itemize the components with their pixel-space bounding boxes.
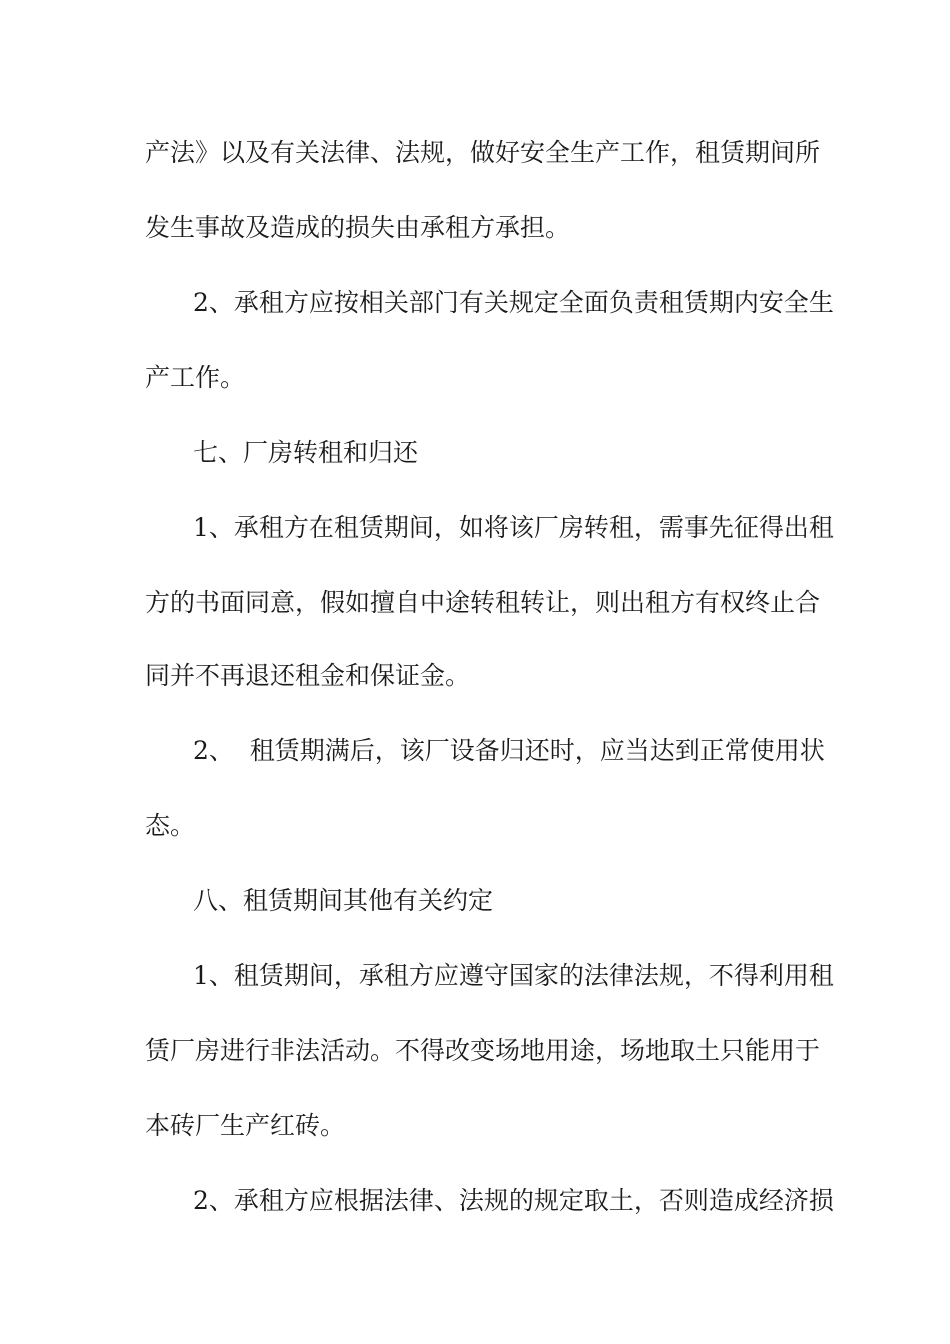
text-line: 本砖厂生产红砖。	[145, 1111, 346, 1140]
text-line: 1、承租方在租赁期间，如将该厂房转租，需事先征得出租	[193, 513, 834, 542]
text-line: 方的书面同意，假如擅自中途转租转让，则出租方有权终止合	[145, 588, 821, 617]
text-line: 2、承租方应按相关部门有关规定全面负责租赁期内安全生	[193, 288, 834, 317]
section-heading: 七、厂房转租和归还	[193, 438, 419, 467]
text-line: 发生事故及造成的损失由承租方承担。	[145, 213, 571, 242]
text-line: 2、 租赁期满后，该厂设备归还时，应当达到正常使用状	[193, 736, 825, 765]
text-line: 赁厂房进行非法活动。不得改变场地用途，场地取土只能用于	[145, 1036, 821, 1065]
text-line: 同并不再退还租金和保证金。	[145, 661, 471, 690]
text-line: 2、承租方应根据法律、法规的规定取土，否则造成经济损	[193, 1186, 834, 1215]
text-line: 态。	[145, 811, 196, 840]
section-heading: 八、租赁期间其他有关约定	[193, 886, 494, 915]
text-line: 产工作。	[145, 363, 246, 392]
text-line: 产法》以及有关法律、法规，做好安全生产工作，租赁期间所	[145, 138, 821, 167]
text-line: 1、租赁期间，承租方应遵守国家的法律法规，不得利用租	[193, 961, 834, 990]
